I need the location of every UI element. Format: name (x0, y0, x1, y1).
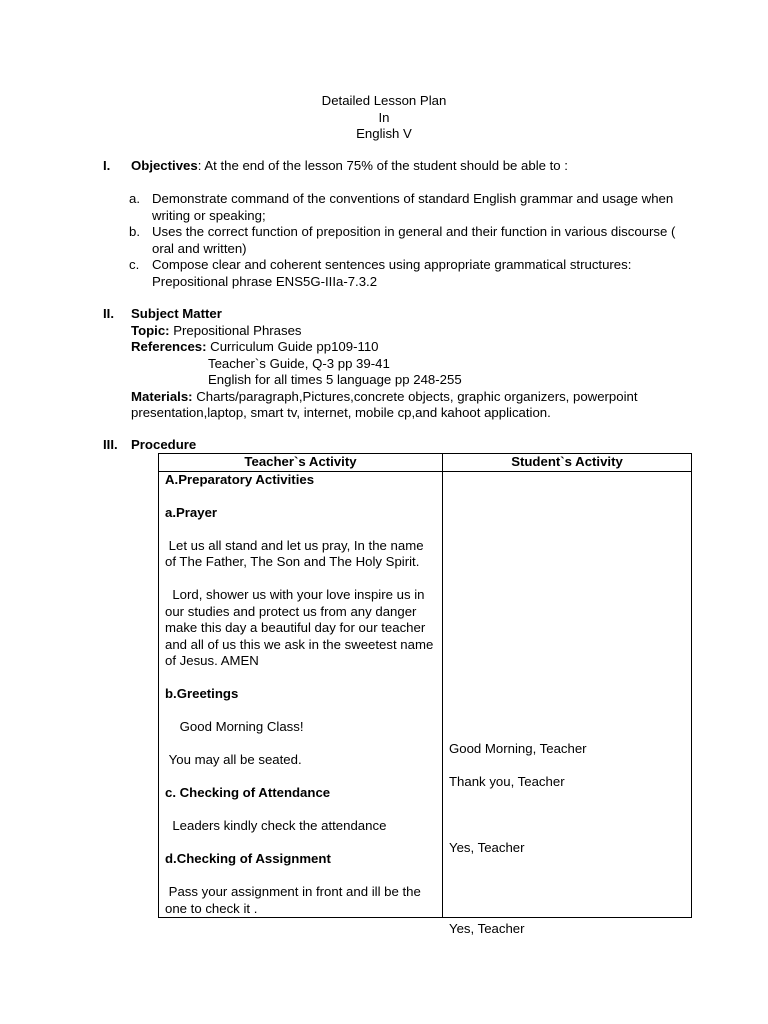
section-number: II. (103, 306, 114, 321)
list-item-text: Compose clear and coherent sentences using appropriate grammatical structures: Prepositional phrase ENS5G-IIIa-7.3.2 (152, 257, 632, 289)
teacher-line: You may all be seated. (165, 752, 302, 767)
reference-item: Curriculum Guide pp109-110 (206, 339, 379, 354)
objectives-intro (131, 158, 698, 175)
assignment-heading: d.Checking of Assignment (165, 851, 331, 866)
list-item (129, 257, 688, 290)
title-line-2: In (378, 109, 390, 125)
teacher-activity-cell (159, 471, 443, 918)
title-line-3: English V (356, 126, 412, 141)
column-header-teacher: Teacher`s Activity (159, 454, 443, 472)
reference-item: Teacher`s Guide, Q-3 pp 39-41 (208, 355, 390, 371)
reference-item: English for all times 5 language pp 248-255 (208, 372, 462, 387)
materials-label: Materials: (131, 388, 193, 404)
list-marker: b. (129, 224, 140, 239)
teacher-line: Pass your assignment in front and ill be the one to check it . (165, 884, 425, 916)
list-item-text: Uses the correct function of preposition in general and their function in various discourse ( oral and written) (152, 224, 676, 256)
topic-value: Prepositional Phrases (169, 322, 302, 338)
list-marker: c. (129, 257, 140, 272)
section-number: III. (103, 437, 118, 452)
teacher-line: Good Morning Class! (165, 719, 304, 734)
list-item (129, 191, 688, 224)
student-line: Yes, Teacher (449, 920, 525, 936)
objectives-label: Objectives (131, 158, 198, 173)
references-label: References: (131, 339, 207, 354)
subject-matter-heading: Subject Matter (131, 306, 222, 321)
topic-label: Topic: (131, 322, 170, 338)
column-header-student: Student`s Activity (443, 454, 692, 472)
prayer-text: Lord, shower us with your love inspire us in our studies and protect us from any danger make this day a beautiful day for our teacher and all of us this we ask in the sweetest name of Jesus. AMEN (165, 587, 437, 668)
teacher-line: Leaders kindly check the attendance (165, 818, 387, 833)
title-line-1: Detailed Lesson Plan (321, 93, 447, 108)
table-header-row (159, 454, 692, 472)
attendance-heading: c. Checking of Attendance (165, 785, 331, 800)
table-row (159, 471, 692, 918)
student-line: Yes, Teacher (449, 839, 525, 855)
objectives-list (129, 191, 688, 290)
preparatory-heading: A.Preparatory Activities (165, 471, 315, 487)
document-title (0, 93, 768, 143)
student-activity-cell (443, 471, 692, 936)
prayer-text: Let us all stand and let us pray, In the name of The Father, The Son and The Holy Spirit. (165, 537, 428, 569)
section-number: I. (103, 158, 111, 173)
student-line: Thank you, Teacher (449, 773, 565, 789)
procedure-heading: Procedure (131, 437, 197, 452)
greetings-heading: b.Greetings (165, 686, 239, 701)
subject-matter-body (131, 306, 698, 422)
prayer-heading: a.Prayer (165, 504, 218, 520)
list-item-text: Demonstrate command of the conventions of standard English grammar and usage when writing or speaking; (152, 191, 674, 223)
objectives-intro-text: : At the end of the lesson 75% of the student should be able to : (197, 158, 568, 173)
references-line (131, 339, 698, 356)
topic-line (131, 323, 698, 340)
student-line: Good Morning, Teacher (449, 740, 587, 756)
procedure-table (158, 453, 692, 936)
materials-value: Charts/paragraph,Pictures,concrete objects, graphic organizers, powerpoint presentation,laptop, smart tv, internet, mobile cp,and kahoot application. (131, 388, 638, 420)
list-item (129, 224, 688, 257)
materials-line (103, 389, 698, 422)
list-marker: a. (129, 191, 140, 206)
